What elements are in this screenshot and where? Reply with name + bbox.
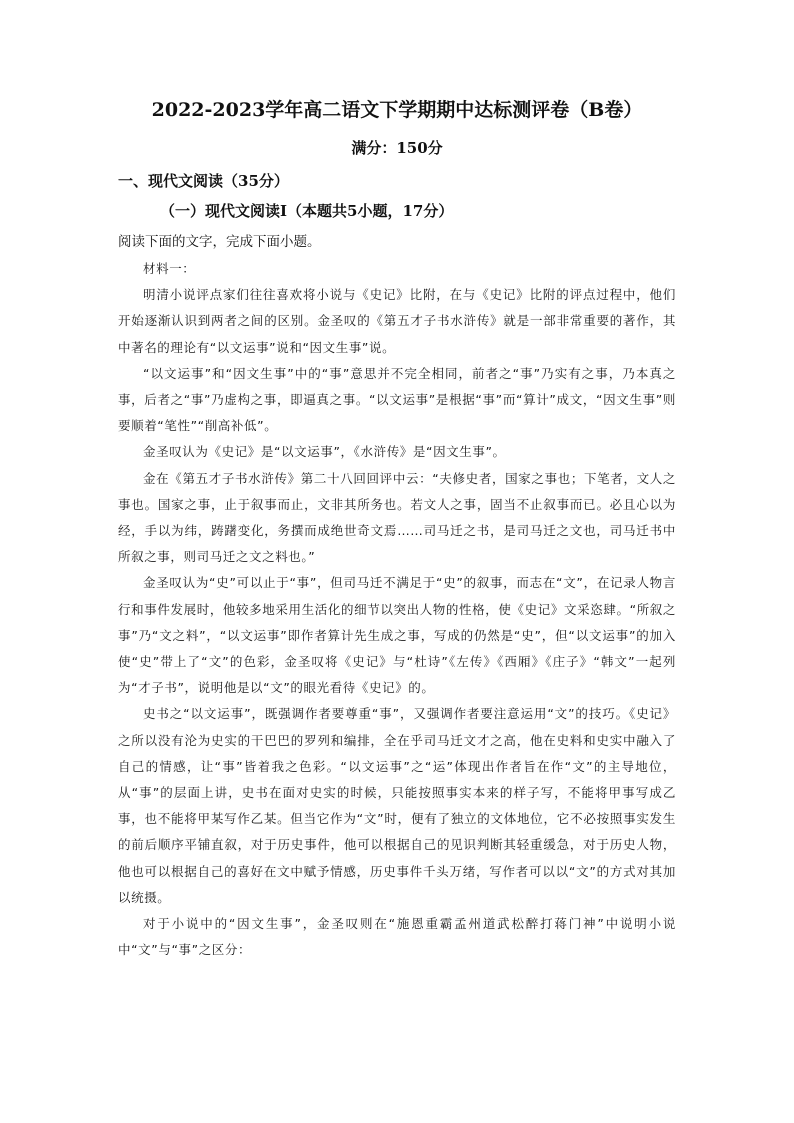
passage-paragraph: 史书之“以文运事”，既强调作者要尊重“事”，又强调作者要注意运用“文”的技巧。《史记》之所以没有沦为史实的干巴巴的罗列和编排，全在乎司马迁文才之高，他在史料和史实中融入了自己的情感，让“事”皆着我之色彩。“以文运事”之“运”体现出作者旨在作“文”的主导地位，从“事”的层面上讲，史书在面对史实的时候，只能按照事实本来的样子写，不能将甲事写成乙事，也不能将甲某写作乙某。但当它作为“文”时，便有了独立的文体地位，它不必按照事实发生的前后顺序平铺直叙，对于历史事件，他可以根据自己的见识判断其轻重缓急，对于历史人物，他也可以根据自己的喜好在文中赋予情感，历史事件千头万绪，写作者可以以“文”的方式对其加以统摄。 — [118, 706, 676, 905]
section-heading: 一、现代文阅读（35分） — [118, 172, 289, 190]
passage-paragraph: 明清小说评点家们往往喜欢将小说与《史记》比附，在与《史记》比附的评点过程中，他们开始逐渐认识到两者之间的区别。金圣叹的《第五才子书水浒传》就是一部非常重要的著作，其中著名的理论有“以文运事”说和“因文生事”说。 — [118, 287, 676, 355]
passage-paragraph: “以文运事”和“因文生事”中的“事”意思并不完全相同，前者之“事”乃实有之事，乃本真之事，后者之“事”乃虚构之事，即逼真之事。“以文运事”是根据“事”而“算计”成文，“因文生事”则要顺着“笔性”“削高补低”。 — [118, 365, 676, 434]
passage-paragraph: 对于小说中的“因文生事”，金圣叹则在“施恩重霸孟州道武松醉打蒋门神”中说明小说中“文”与“事”之区分： — [118, 916, 676, 958]
passage-paragraph: 金圣叹认为“史”可以止于“事”，但司马迁不满足于“史”的叙事，而志在“文”，在记录人物言行和事件发展时，他较多地采用生活化的细节以突出人物的性格，使《史记》文采恣肆。“所叙之事”乃“文之料”，“以文运事”即作者算计先生成之事，写成的仍然是“史”，但“以文运事”的加入使“史”带上了“文”的色彩，金圣叹将《史记》与“杜诗”《左传》《西厢》《庄子》“韩文”一起列为“才子书”，说明他是以“文”的眼光看待《史记》的。 — [118, 575, 676, 696]
material-label: 材料一： — [143, 261, 196, 276]
subsection-heading: （一）现代文阅读Ⅰ（本题共5小题，17分） — [160, 202, 454, 220]
passage-paragraph: 金圣叹认为《史记》是“以文运事”，《水浒传》是“因文生事”。 — [143, 444, 506, 460]
exam-title: 2022-2023学年高二语文下学期期中达标测评卷（B卷） — [151, 99, 643, 121]
passage-paragraph: 金在《第五才子书水浒传》第二十八回回评中云：“夫修史者，国家之事也；下笔者，文人之事也。国家之事，止于叙事而止，文非其所务也。若文人之事，固当不止叙事而已。必且心以为经，手以为纬，踌躇变化，务撰而成绝世奇文焉……司马迁之书，是司马迁之文也，司马迁书中所叙之事，则司马迁之文之料也。” — [118, 470, 676, 565]
passage — [118, 256, 676, 963]
reading-instruction: 阅读下面的文字，完成下面小题。 — [118, 234, 321, 250]
full-score: 满分：150分 — [351, 139, 443, 157]
